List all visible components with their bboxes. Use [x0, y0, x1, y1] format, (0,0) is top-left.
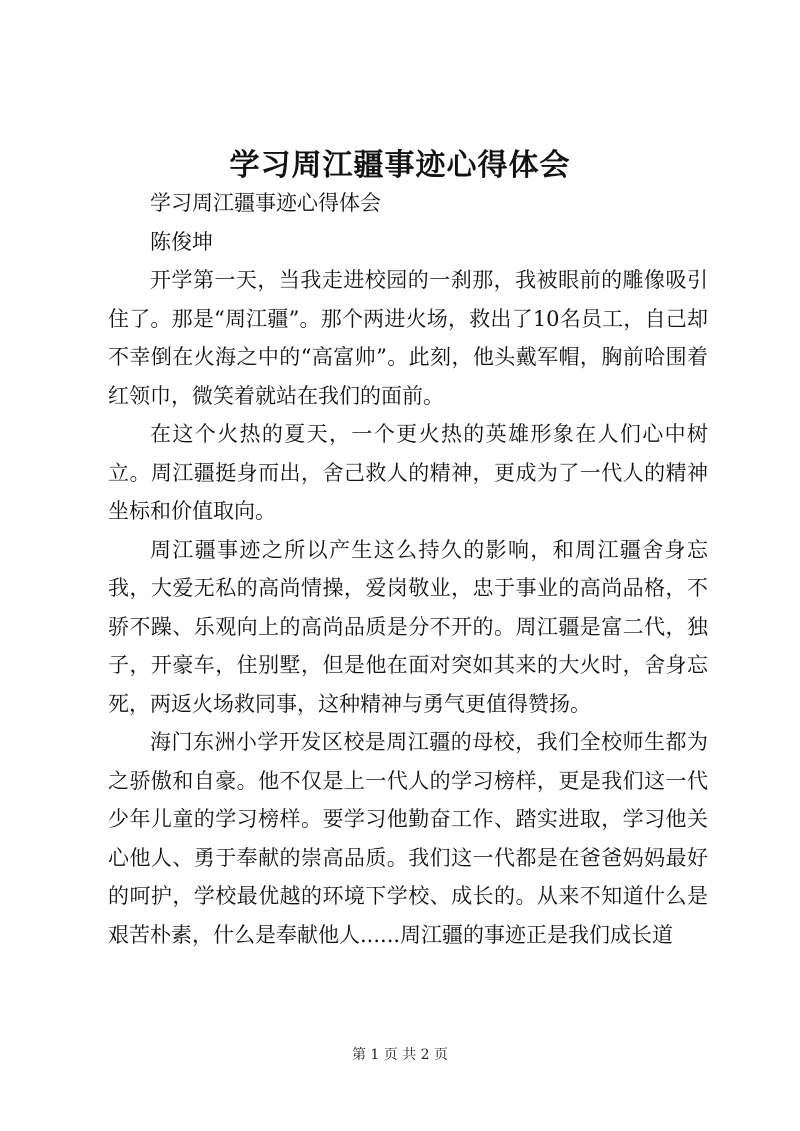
- body-paragraph-4: 海门东洲小学开发区校是周江疆的母校，我们全校师生都为之骄傲和自豪。他不仅是上一代人的学习榜样，更是我们这一代少年儿童的学习榜样。要学习他勤奋工作、踏实进取，学习他关心他人、勇于奉献的崇高品质。我们这一代都是在爸爸妈妈最好的呵护，学校最优越的环境下学校、成长的。从来不知道什么是艰苦朴素，什么是奉献他人......周江疆的事迹正是我们成长道: [108, 730, 708, 947]
- body-paragraph-1: 开学第一天，当我走进校园的一刹那，我被眼前的雕像吸引住了。那是“周江疆”。那个两进火场，救出了10名员工，自己却不幸倒在火海之中的“高富帅”。此刻，他头戴军帽，胸前哈围着红领巾，微笑着就站在我们的面前。: [108, 268, 708, 408]
- document-title: 学习周江疆事迹心得体会: [229, 148, 571, 183]
- page-footer: 第 1 页 共 2 页: [351, 1047, 449, 1063]
- author-paragraph: 陈俊坤: [150, 229, 213, 254]
- subtitle-paragraph: 学习周江疆事迹心得体会: [150, 191, 381, 215]
- body-paragraph-3: 周江疆事迹之所以产生这么持久的影响，和周江疆舍身忘我，大爱无私的高尚情操，爱岗敬业，忠于事业的高尚品格，不骄不躁、乐观向上的高尚品质是分不开的。周江疆是富二代，独子，开豪车，住别墅，但是他在面对突如其来的大火时，舍身忘死，两返火场救同事，这种精神与勇气更值得赞扬。: [108, 537, 708, 716]
- document-body: [108, 184, 708, 954]
- body-paragraph-2: 在这个火热的夏天，一个更火热的英雄形象在人们心中树立。周江疆挺身而出，舍己救人的精神，更成为了一代人的精神坐标和价值取向。: [108, 422, 708, 523]
